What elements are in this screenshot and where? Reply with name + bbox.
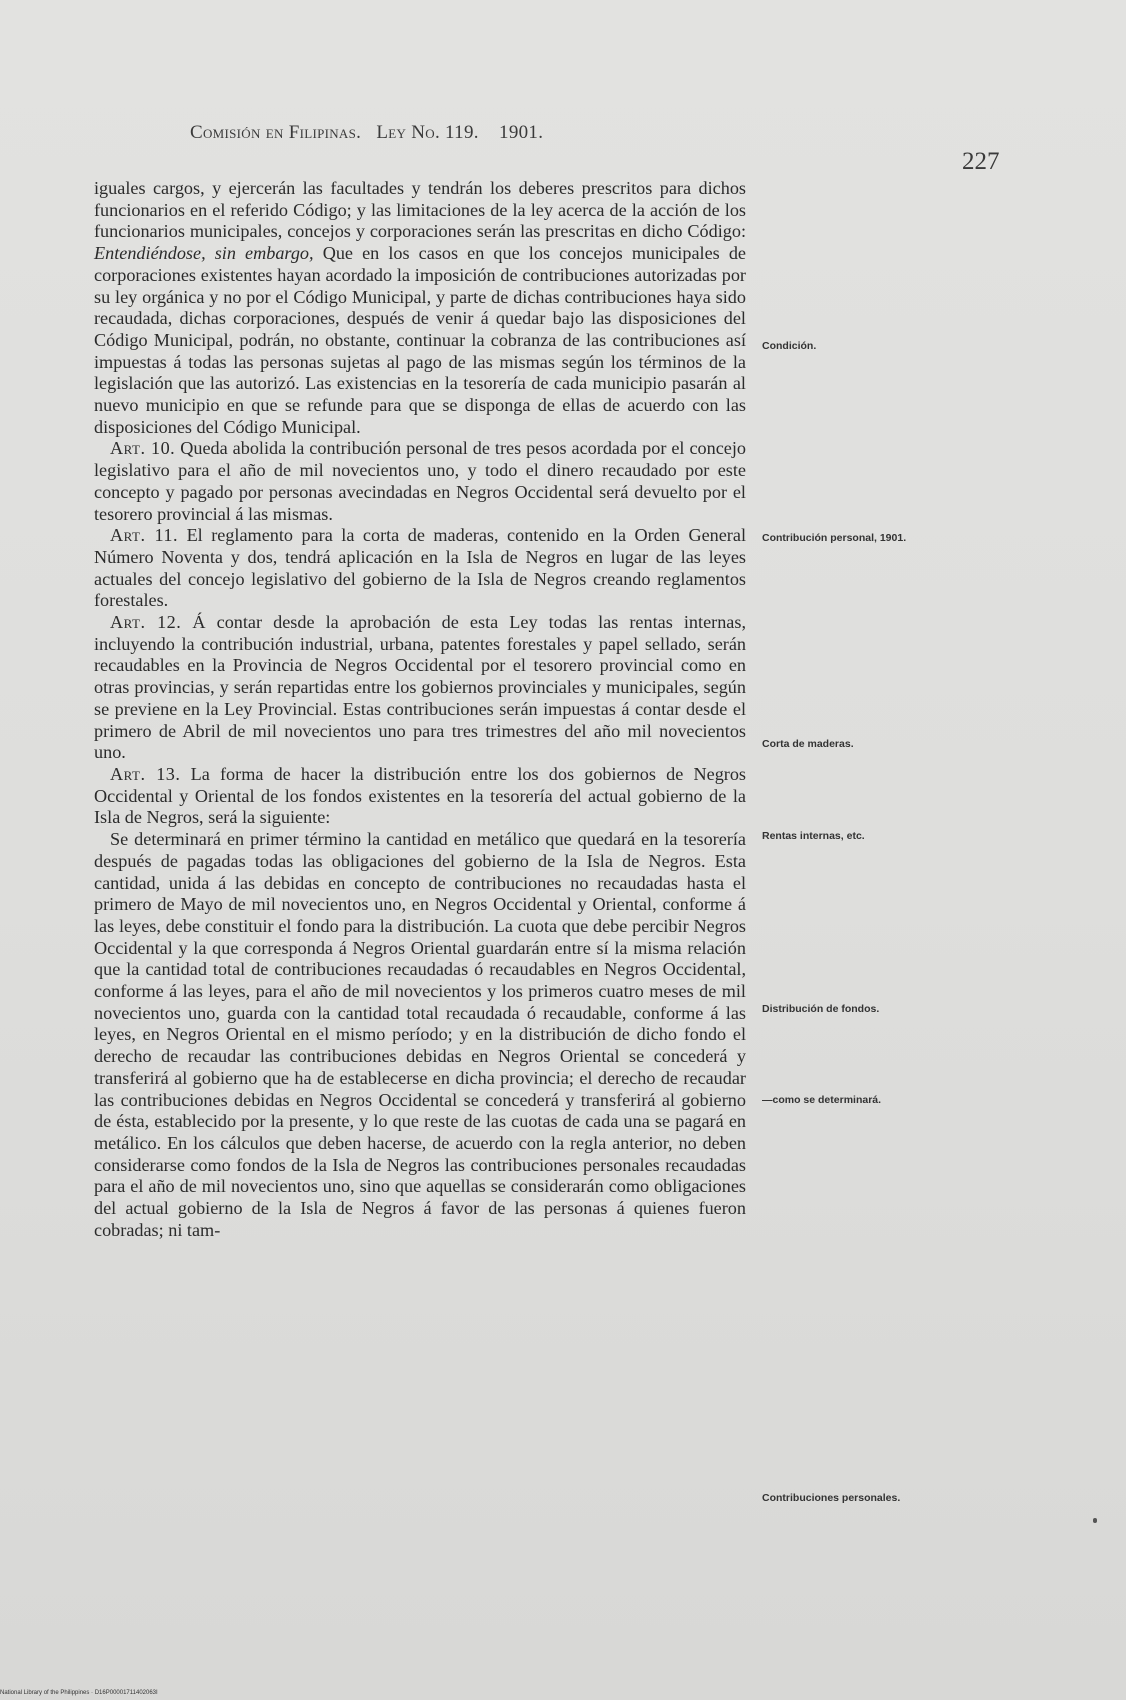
- header-comision: Comisión en Filipinas.: [190, 122, 362, 143]
- margin-note-distribucion-fondos: Distribución de fondos.: [762, 1003, 880, 1015]
- margin-note-rentas-internas: Rentas internas, etc.: [762, 830, 865, 842]
- article-12: [94, 612, 746, 764]
- article-text: La forma de hacer la distribución entre los dos gobiernos de Negros Occidental y Oriental de los fondos existentes en la tesorería del actual gobierno de la Isla de Negros, será la siguiente:: [94, 763, 747, 828]
- article-label: Art. 12.: [110, 612, 182, 633]
- margin-note-condicion: Condición.: [762, 340, 817, 352]
- margin-note-como-se-determinara: —como se determinará.: [762, 1094, 882, 1106]
- article-10: [94, 438, 746, 525]
- article-text: Queda abolida la contribución personal de tres pesos acordada por el concejo legislativo para el año de mil novecientos uno, y todo el dinero recaudado por este concepto y pagado por personas avecindadas en Negros Occidental será devuelto por el tesorero provincial á las mismas.: [94, 438, 747, 524]
- margin-note-corta-maderas: Corta de maderas.: [762, 738, 854, 750]
- paragraph-continuation: [94, 178, 746, 438]
- scan-footer: National Library of the Philippines · D16P00001711402063I: [0, 1690, 158, 1696]
- article-13: [94, 764, 746, 829]
- header-year: 1901.: [499, 122, 544, 143]
- paragraph-text: Que en los casos en que los concejos municipales de corporaciones existentes hayan acordado la imposición de contribuciones autorizadas por su ley orgánica y no por el Código Municipal, y parte de dichas contribuciones haya sido recaudada, dichas corporaciones, después de venir á quedar bajo las disposiciones del Código Municipal, podrán, no obstante, continuar la cobranza de las contribuciones así impuestas á todas las personas sujetas al pago de las mismas según los términos de la legislación que las autorizó. Las existencias en la tesorería de cada municipio pasarán al nuevo municipio en que se refunde para que se disponga de ellas de acuerdo con las disposiciones del Código Municipal.: [94, 243, 746, 437]
- paragraph-distribution: Se determinará en primer término la cantidad en metálico que quedará en la tesorería después de pagadas todas las obligaciones del gobierno de la Isla de Negros. Esta cantidad, unida á las debidas en concepto de contribuciones no recaudadas hasta el primero de Mayo de mil novecientos uno, en Negros Occidental y Oriental, conforme á las leyes, debe constituir el fondo para la distribución. La cuota que debe percibir Negros Occidental y la que corresponda á Negros Oriental guardarán entre sí la misma relación que la cantidad total de contribuciones recaudadas ó recaudables en Negros Occidental, conforme á las leyes, para el año de mil novecientos y los primeros cuatro meses de mil novecientos uno, guarda con la cantidad total recaudada ó recaudable, conforme á las leyes, en Negros Oriental en el mismo período; y en la distribución de dicho fondo el derecho de recaudar las contribuciones debidas en Negros Oriental se concederá y transferirá al gobierno que ha de establecerse en dicha provincia; el derecho de recaudar las contribuciones debidas en Negros Occidental se concederá y transferirá al gobierno de ésta, establecido por la presente, y lo que reste de las cuotas de cada una se pagará en metálico. En los cálculos que deben hacerse, de acuerdo con la regla anterior, no deben considerarse como fondos de la Isla de Negros las contribuciones personales recaudadas para el año de mil novecientos uno, sino que aquellas se considerarán como obligaciones del actual gobierno de la Isla de Negros á favor de las personas á quienes fueron cobradas; ni tam-: [94, 829, 746, 1240]
- article-label: Art. 10.: [110, 438, 176, 459]
- scan-speck: [1093, 1518, 1097, 1523]
- body-text: [94, 178, 746, 1241]
- italic-proviso: Entendiéndose, sin embargo,: [94, 243, 314, 264]
- page-number: 227: [962, 148, 1000, 175]
- article-11: [94, 525, 746, 612]
- article-text: El reglamento para la corta de maderas, contenido en la Orden General Número Noventa y dos, tendrá aplicación en la Isla de Negros en lugar de las leyes actuales del concejo legislativo del gobierno de la Isla de Negros creando reglamentos forestales.: [94, 525, 746, 611]
- header-ley: Ley No. 119.: [376, 122, 479, 143]
- margin-note-contribucion-personal: Contribución personal, 1901.: [762, 532, 907, 544]
- article-label: Art. 13.: [110, 763, 181, 784]
- paragraph-text: iguales cargos, y ejercerán las facultades y tendrán los deberes prescritos para dichos funcionarios en el referido Código; y las limitaciones de la ley acerca de la acción de los funcionarios municipales, concejos y corporaciones serán las prescritas en dicho Código:: [94, 178, 746, 242]
- article-label: Art. 11.: [110, 525, 179, 546]
- running-header: [190, 122, 543, 144]
- article-text: Á contar desde la aprobación de esta Ley todas las rentas internas, incluyendo la contribución industrial, urbana, patentes forestales y papel sellado, serán recaudables en la Provincia de Negros Occidental por el tesorero provincial como en otras provincias, y serán repartidas entre los gobiernos provinciales y municipales, según se previene en la Ley Provincial. Estas contribuciones serán impuestas á contar desde el primero de Abril de mil novecientos uno para tres trimestres del año mil novecientos uno.: [94, 612, 746, 763]
- margin-note-contribuciones-personales: Contribuciones personales.: [762, 1492, 901, 1504]
